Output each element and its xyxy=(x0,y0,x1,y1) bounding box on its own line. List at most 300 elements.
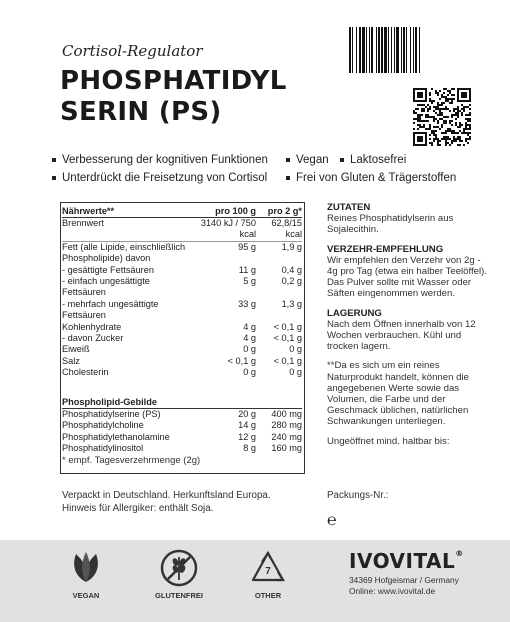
product-title xyxy=(60,66,287,128)
qr-module xyxy=(437,122,439,124)
qr-module xyxy=(459,122,461,124)
qr-module xyxy=(435,136,437,138)
qr-module xyxy=(461,92,467,98)
qr-module xyxy=(445,96,447,98)
best-before-label: Ungeöffnet mind. haltbar bis: xyxy=(327,435,450,447)
qr-module xyxy=(429,100,431,102)
qr-module xyxy=(447,98,449,100)
qr-module xyxy=(445,116,447,118)
qr-module xyxy=(429,116,431,118)
qr-module xyxy=(455,112,457,114)
qr-module xyxy=(435,108,437,110)
qr-module xyxy=(433,100,435,102)
qr-module xyxy=(431,144,433,146)
qr-module xyxy=(467,118,469,120)
bullet-icon xyxy=(286,158,290,162)
qr-module xyxy=(447,100,449,102)
qr-module xyxy=(429,128,431,130)
qr-module xyxy=(435,90,437,92)
qr-module xyxy=(465,132,467,134)
qr-module xyxy=(433,106,435,108)
qr-module xyxy=(413,112,415,114)
qr-module xyxy=(435,138,437,140)
usage-heading: VERZEHR-EMPFEHLUNG xyxy=(327,243,444,255)
qr-module xyxy=(461,132,463,134)
qr-module xyxy=(417,92,423,98)
phospholipid-row: Phosphatidylserine (PS) 20 g 400 mg xyxy=(62,408,302,419)
qr-module xyxy=(439,118,441,120)
qr-module xyxy=(465,106,467,108)
packaging-info xyxy=(62,489,271,515)
qr-module xyxy=(429,138,431,140)
qr-module xyxy=(459,110,461,112)
qr-module xyxy=(467,134,469,136)
qr-module xyxy=(415,118,417,120)
feature-item: Unterdrückt die Freisetzung von Cortisol xyxy=(52,169,267,187)
title-line-1: PHOSPHATIDYL xyxy=(60,66,287,96)
qr-module xyxy=(455,122,457,124)
qr-module xyxy=(425,116,427,118)
qr-module xyxy=(457,136,459,138)
qr-module xyxy=(451,132,453,134)
qr-module xyxy=(421,120,423,122)
qr-module xyxy=(437,108,439,110)
qr-module xyxy=(457,114,459,116)
qr-module xyxy=(459,138,461,140)
qr-module xyxy=(457,116,459,118)
qr-module xyxy=(421,108,423,110)
qr-module xyxy=(453,88,455,90)
nutrition-row: Phospholipide) davon xyxy=(62,253,151,264)
qr-module xyxy=(439,90,441,92)
qr-module xyxy=(419,116,421,118)
qr-module xyxy=(469,118,471,120)
qr-module xyxy=(433,110,435,112)
qr-module xyxy=(429,108,431,110)
qr-module xyxy=(457,138,459,140)
nutrition-row: Fett (alle Lipide, einschließlich 95 g 1,9 g xyxy=(62,241,302,252)
qr-module xyxy=(455,138,457,140)
qr-module xyxy=(461,108,463,110)
qr-module xyxy=(463,108,465,110)
qr-module xyxy=(449,120,451,122)
nutrition-row: Eiweiß 0 g 0 g xyxy=(62,344,302,355)
qr-code xyxy=(413,88,471,146)
nutrition-table xyxy=(62,206,302,466)
qr-module xyxy=(441,112,443,114)
qr-module xyxy=(459,126,461,128)
qr-module xyxy=(451,94,453,96)
qr-module xyxy=(425,128,427,130)
product-subtitle: Cortisol-Regulator xyxy=(62,42,203,60)
qr-module xyxy=(419,120,421,122)
qr-module xyxy=(427,114,429,116)
qr-module xyxy=(417,136,423,142)
qr-module xyxy=(467,114,469,116)
serving-footnote: * empf. Tagesverzehrmenge (2g) xyxy=(62,455,201,466)
title-line-2: SERIN (PS) xyxy=(60,97,222,127)
qr-module xyxy=(451,120,453,122)
qr-module xyxy=(421,110,423,112)
qr-module xyxy=(453,108,455,110)
qr-module xyxy=(447,138,449,140)
qr-module xyxy=(439,98,441,100)
qr-module xyxy=(429,106,431,108)
qr-module xyxy=(455,140,457,142)
bullet-icon xyxy=(52,176,56,180)
qr-module xyxy=(423,126,425,128)
qr-module xyxy=(451,124,453,126)
qr-module xyxy=(465,138,467,140)
qr-module xyxy=(433,116,435,118)
qr-module xyxy=(445,88,447,90)
qr-module xyxy=(443,96,445,98)
qr-module xyxy=(431,142,433,144)
qr-module xyxy=(435,130,437,132)
address-line: 34369 Hofgeismar / Germany xyxy=(349,575,459,585)
nutrition-row: - mehrfach ungesättigte Fettsäuren 33 g 1,3 g xyxy=(62,298,302,321)
qr-module xyxy=(421,104,423,106)
qr-module xyxy=(429,124,431,126)
qr-module xyxy=(437,104,439,106)
wheat-crossed-icon xyxy=(159,548,199,588)
qr-module xyxy=(453,98,455,100)
qr-module xyxy=(445,142,447,144)
qr-module xyxy=(449,144,451,146)
variation-note: **Da es sich um ein reines Naturprodukt handelt, können die angegebenen Werte sowie das Volumen, die Farbe und der Geschmack üblichen, natürlichen Schwankungen unterliegen. xyxy=(327,360,469,428)
qr-module xyxy=(469,126,471,128)
qr-module xyxy=(421,114,423,116)
qr-module xyxy=(447,116,449,118)
qr-module xyxy=(425,106,427,108)
qr-module xyxy=(439,104,441,106)
qr-module xyxy=(457,112,459,114)
qr-module xyxy=(445,138,447,140)
bullet-icon xyxy=(286,176,290,180)
website-line: Online: www.ivovital.de xyxy=(349,586,436,596)
qr-module xyxy=(417,104,419,106)
qr-module xyxy=(469,108,471,110)
qr-module xyxy=(445,144,447,146)
qr-module xyxy=(445,140,447,142)
qr-module xyxy=(459,140,461,142)
qr-module xyxy=(457,110,459,112)
qr-module xyxy=(441,108,443,110)
allergen-note: Hinweis für Allergiker: enthält Soja. xyxy=(62,503,214,514)
qr-module xyxy=(469,120,471,122)
nutrition-row: - gesättigte Fettsäuren 11 g 0,4 g xyxy=(62,264,302,275)
qr-module xyxy=(451,116,453,118)
qr-module xyxy=(449,130,451,132)
qr-module xyxy=(447,90,449,92)
qr-module xyxy=(447,136,449,138)
qr-module xyxy=(461,112,463,114)
barcode-bar xyxy=(420,27,421,73)
qr-module xyxy=(443,120,445,122)
nutrition-row: Kohlenhydrate 4 g < 0,1 g xyxy=(62,321,302,332)
vegan-badge: VEGAN xyxy=(58,548,114,600)
company-address xyxy=(349,575,459,597)
qr-module xyxy=(435,106,437,108)
qr-module xyxy=(443,102,445,104)
qr-module xyxy=(431,116,433,118)
qr-module xyxy=(415,108,417,110)
glutenfree-badge: GLUTENFREI xyxy=(148,548,210,600)
qr-module xyxy=(429,94,431,96)
qr-module xyxy=(443,116,445,118)
qr-module xyxy=(437,106,439,108)
qr-module xyxy=(445,106,447,108)
nutrition-row: Salz < 0,1 g < 0,1 g xyxy=(62,355,302,366)
qr-module xyxy=(447,130,449,132)
qr-module xyxy=(443,88,445,90)
qr-module xyxy=(461,140,463,142)
qr-module xyxy=(469,114,471,116)
qr-module xyxy=(427,116,429,118)
e-mark-icon: ℮ xyxy=(327,510,337,529)
qr-module xyxy=(441,126,443,128)
qr-module xyxy=(455,114,457,116)
qr-module xyxy=(431,132,433,134)
qr-module xyxy=(445,108,447,110)
qr-module xyxy=(417,124,419,126)
qr-module xyxy=(445,120,447,122)
qr-module xyxy=(437,94,439,96)
qr-module xyxy=(439,110,441,112)
qr-module xyxy=(467,120,469,122)
qr-module xyxy=(455,132,457,134)
qr-module xyxy=(459,144,461,146)
qr-module xyxy=(443,122,445,124)
nutrition-row: Cholesterin 0 g 0 g xyxy=(62,367,302,378)
qr-module xyxy=(465,128,467,130)
qr-module xyxy=(427,120,429,122)
qr-module xyxy=(459,136,461,138)
qr-module xyxy=(437,144,439,146)
qr-module xyxy=(435,92,437,94)
qr-module xyxy=(463,144,465,146)
qr-module xyxy=(467,106,469,108)
qr-module xyxy=(453,136,455,138)
phospholipid-row: Phosphatidylethanolamine 12 g 240 mg xyxy=(62,431,302,442)
phospholipid-section-title: Phospholipid-Gebilde xyxy=(62,396,302,409)
qr-module xyxy=(447,108,449,110)
qr-module xyxy=(429,98,431,100)
qr-module xyxy=(439,128,441,130)
qr-module xyxy=(467,124,469,126)
qr-module xyxy=(425,114,427,116)
qr-module xyxy=(433,120,435,122)
qr-module xyxy=(453,110,455,112)
qr-module xyxy=(465,124,467,126)
qr-module xyxy=(433,140,435,142)
svg-text:7: 7 xyxy=(265,566,271,577)
qr-module xyxy=(413,110,415,112)
qr-module xyxy=(461,104,463,106)
qr-module xyxy=(463,106,465,108)
qr-module xyxy=(429,142,431,144)
qr-module xyxy=(433,138,435,140)
qr-module xyxy=(457,144,459,146)
qr-module xyxy=(467,138,469,140)
nutrition-header: Nährwerte** pro 100 g pro 2 g* xyxy=(62,206,302,216)
barcode xyxy=(349,27,471,73)
qr-module xyxy=(449,98,451,100)
qr-module xyxy=(443,92,445,94)
qr-module xyxy=(449,110,451,112)
qr-module xyxy=(431,102,433,104)
qr-module xyxy=(465,122,467,124)
qr-module xyxy=(417,114,419,116)
qr-module xyxy=(457,106,459,108)
qr-module xyxy=(441,118,443,120)
qr-module xyxy=(415,112,417,114)
brand-logo: IVOVITAL® xyxy=(349,549,464,573)
qr-module xyxy=(463,110,465,112)
qr-module xyxy=(469,132,471,134)
qr-module xyxy=(417,120,419,122)
qr-module xyxy=(469,138,471,140)
qr-module xyxy=(445,130,447,132)
qr-module xyxy=(427,108,429,110)
qr-module xyxy=(465,126,467,128)
leaf-icon xyxy=(66,548,106,588)
qr-module xyxy=(425,120,427,122)
qr-module xyxy=(461,114,463,116)
qr-module xyxy=(437,114,439,116)
qr-module xyxy=(417,108,419,110)
qr-module xyxy=(433,132,435,134)
qr-module xyxy=(443,108,445,110)
qr-module xyxy=(433,126,435,128)
qr-module xyxy=(413,118,415,120)
qr-module xyxy=(445,132,447,134)
qr-module xyxy=(439,114,441,116)
recycling-icon xyxy=(248,548,288,588)
storage-text: Nach dem Öffnen innerhalb von 12 Wochen verbrauchen. Kühl und trocken lagern. xyxy=(327,318,476,353)
bullet-icon xyxy=(340,158,344,162)
qr-module xyxy=(447,94,449,96)
qr-module xyxy=(437,120,439,122)
qr-module xyxy=(429,126,431,128)
qr-module xyxy=(457,108,459,110)
qr-module xyxy=(457,132,459,134)
nutrition-row: - davon Zucker 4 g < 0,1 g xyxy=(62,333,302,344)
qr-module xyxy=(437,138,439,140)
qr-module xyxy=(441,94,443,96)
qr-module xyxy=(441,114,443,116)
qr-module xyxy=(451,130,453,132)
packed-origin: Verpackt in Deutschland. Herkunftsland Europa. xyxy=(62,490,271,501)
qr-module xyxy=(431,100,433,102)
qr-module xyxy=(453,132,455,134)
storage-heading: LAGERUNG xyxy=(327,307,382,319)
recycling-badge: 7 OTHER xyxy=(240,548,296,600)
qr-module xyxy=(459,130,461,132)
qr-module xyxy=(419,104,421,106)
qr-module xyxy=(441,132,443,134)
feature-item: Frei von Gluten & Trägerstoffen xyxy=(286,169,456,187)
qr-module xyxy=(439,144,441,146)
qr-module xyxy=(429,92,431,94)
qr-module xyxy=(461,124,463,126)
qr-module xyxy=(453,140,455,142)
qr-module xyxy=(465,118,467,120)
qr-module xyxy=(449,128,451,130)
qr-module xyxy=(423,110,425,112)
qr-module xyxy=(419,114,421,116)
qr-module xyxy=(419,124,421,126)
qr-module xyxy=(449,92,451,94)
qr-module xyxy=(459,124,461,126)
qr-module xyxy=(467,128,469,130)
qr-module xyxy=(437,142,439,144)
qr-module xyxy=(431,130,433,132)
qr-module xyxy=(441,96,443,98)
qr-module xyxy=(447,142,449,144)
qr-module xyxy=(421,126,423,128)
qr-module xyxy=(451,98,453,100)
qr-module xyxy=(413,122,415,124)
qr-module xyxy=(417,118,419,120)
ingredients-heading: ZUTATEN xyxy=(327,202,371,213)
qr-module xyxy=(443,132,445,134)
qr-module xyxy=(439,108,441,110)
qr-module xyxy=(449,102,451,104)
qr-module xyxy=(457,126,459,128)
qr-module xyxy=(441,138,443,140)
ingredients-text: Reines Phosphatidylserin aus Sojalecithin. xyxy=(327,213,454,236)
qr-module xyxy=(453,114,455,116)
qr-module xyxy=(417,128,419,130)
qr-module xyxy=(463,130,465,132)
bullet-icon xyxy=(52,158,56,162)
qr-module xyxy=(453,138,455,140)
qr-module xyxy=(413,128,415,130)
qr-module xyxy=(437,92,439,94)
qr-module xyxy=(453,130,455,132)
qr-module xyxy=(469,112,471,114)
qr-module xyxy=(437,126,439,128)
qr-module xyxy=(449,90,451,92)
qr-module xyxy=(455,118,457,120)
phospholipid-row: Phosphatidylinositol 8 g 160 mg xyxy=(62,442,302,453)
qr-module xyxy=(445,100,447,102)
feature-item: Verbesserung der kognitiven Funktionen xyxy=(52,151,268,169)
nutrition-row: - einfach ungesättigte Fettsäuren 5 g 0,2 g xyxy=(62,276,302,298)
qr-module xyxy=(443,136,445,138)
qr-module xyxy=(451,100,453,102)
qr-module xyxy=(453,94,455,96)
feature-item: Vegan xyxy=(286,151,329,169)
qr-module xyxy=(423,108,425,110)
qr-module xyxy=(423,124,425,126)
qr-module xyxy=(427,110,429,112)
qr-module xyxy=(441,102,443,104)
usage-text: Wir empfehlen den Verzehr von 2g - 4g pro Tag (etwa ein halber Teelöffel). Das Pulver sollte mit Wasser oder Säften eingenommen werden. xyxy=(327,254,488,300)
feature-item: Laktosefrei xyxy=(340,151,406,169)
qr-module xyxy=(419,126,421,128)
qr-module xyxy=(431,88,433,90)
qr-module xyxy=(469,128,471,130)
qr-module xyxy=(419,118,421,120)
qr-module xyxy=(437,102,439,104)
qr-module xyxy=(447,128,449,130)
qr-module xyxy=(455,108,457,110)
qr-module xyxy=(469,136,471,138)
info-column xyxy=(327,202,487,455)
qr-module xyxy=(441,124,443,126)
